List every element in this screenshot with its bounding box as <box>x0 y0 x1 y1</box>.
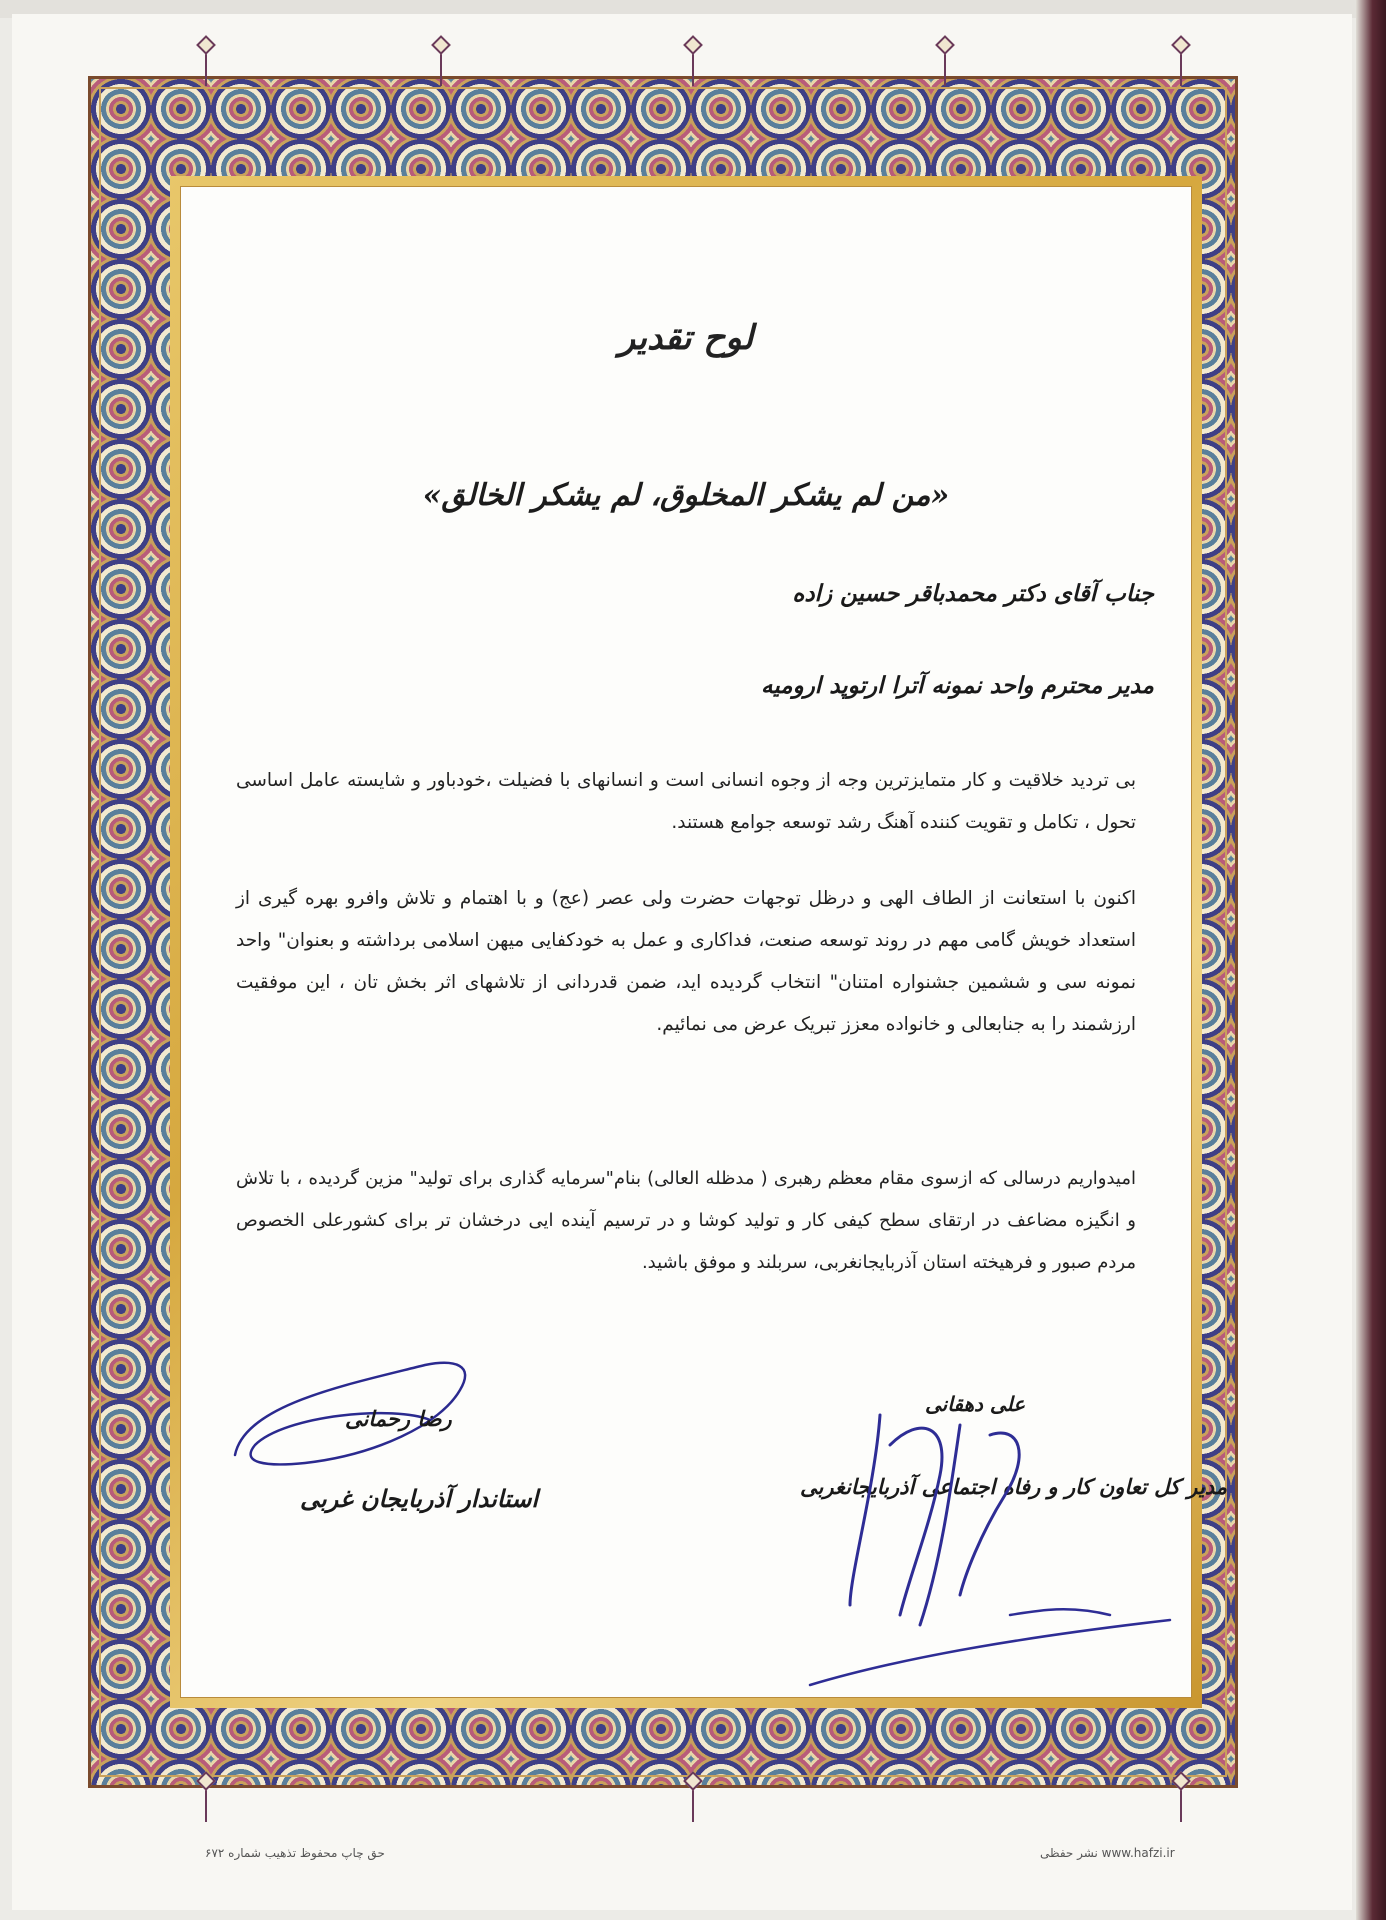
right-folder-edge <box>1356 0 1386 1920</box>
right-signatory-name: علی دهقانی <box>925 1392 1026 1416</box>
footer-copyright: حق چاپ محفوظ تذهیب شماره ۶۷۲ <box>205 1846 385 1860</box>
certificate-quote: «من لم یشکر المخلوق، لم یشکر الخالق» <box>422 478 950 513</box>
footer-publisher: www.hafzi.ir نشر حفظی <box>1040 1846 1175 1860</box>
certificate-title: لوح تقدیر <box>618 318 754 358</box>
bottom-right-finial-icon <box>1180 1782 1182 1822</box>
right-signatory-title: مدیر کل تعاون کار و رفاه اجتماعی آذربایجانغربی <box>800 1474 1227 1499</box>
bottom-left-finial-icon <box>205 1782 207 1822</box>
recipient-role: مدیر محترم واحد نمونه آترا ارتوپد ارومیه <box>761 672 1154 699</box>
top-center-finial-icon <box>692 46 694 86</box>
top-finial-icon <box>440 46 442 86</box>
top-left-finial-icon <box>205 46 207 86</box>
left-signatory-name: رضا رحمانی <box>345 1406 452 1431</box>
top-finial-icon <box>944 46 946 86</box>
top-right-finial-icon <box>1180 46 1182 86</box>
left-signatory-title: استاندار آذربایجان غربی <box>300 1484 539 1513</box>
bottom-center-finial-icon <box>692 1782 694 1822</box>
body-paragraph-2: اکنون با استعانت از الطاف الهی و درظل توجهات حضرت ولی عصر (عج) و با اهتمام و تلاش وافرو بهره گیری از استعداد خویش گامی مهم در روند توسعه صنعت، فداکاری و عمل به خودکفایی میهن اسلامی برداشته و بعنوان" واحد نمونه سی و ششمین جشنواره امتنان" انتخاب گردیده اید، ضمن قدردانی از تلاشهای اثر بخش تان ، این موفقیت ارزشمند را به جنابعالی و خانواده معزز تبریک عرض می نمائیم. <box>236 888 1136 1035</box>
body-paragraph-1: بی تردید خلاقیت و کار متمایزترین وجه از وجوه انسانی است و انسانهای با فضیلت ،خودباور و شایسته عامل اساسی تحول ، تکامل و تقویت کننده آهنگ رشد توسعه جوامع هستند. <box>236 770 1136 833</box>
body-paragraph-3: امیدواریم درسالی که ازسوی مقام معظم رهبری ( مدظله العالی) بنام"سرمایه گذاری برای تولید" مزین گردیده ، با تلاش و انگیزه مضاعف در ارتقای سطح کیفی کار و تولید کوشا و در ترسیم آینده ایی درخشان تر برای کشورعلی الخصوص مردم صبور و فرهیخته استان آذربایجانغربی، سربلند و موفق باشید. <box>236 1168 1136 1273</box>
recipient-name: جناب آقای دکتر محمدباقر حسین زاده <box>792 580 1154 607</box>
right-signature-icon <box>790 1405 1180 1695</box>
